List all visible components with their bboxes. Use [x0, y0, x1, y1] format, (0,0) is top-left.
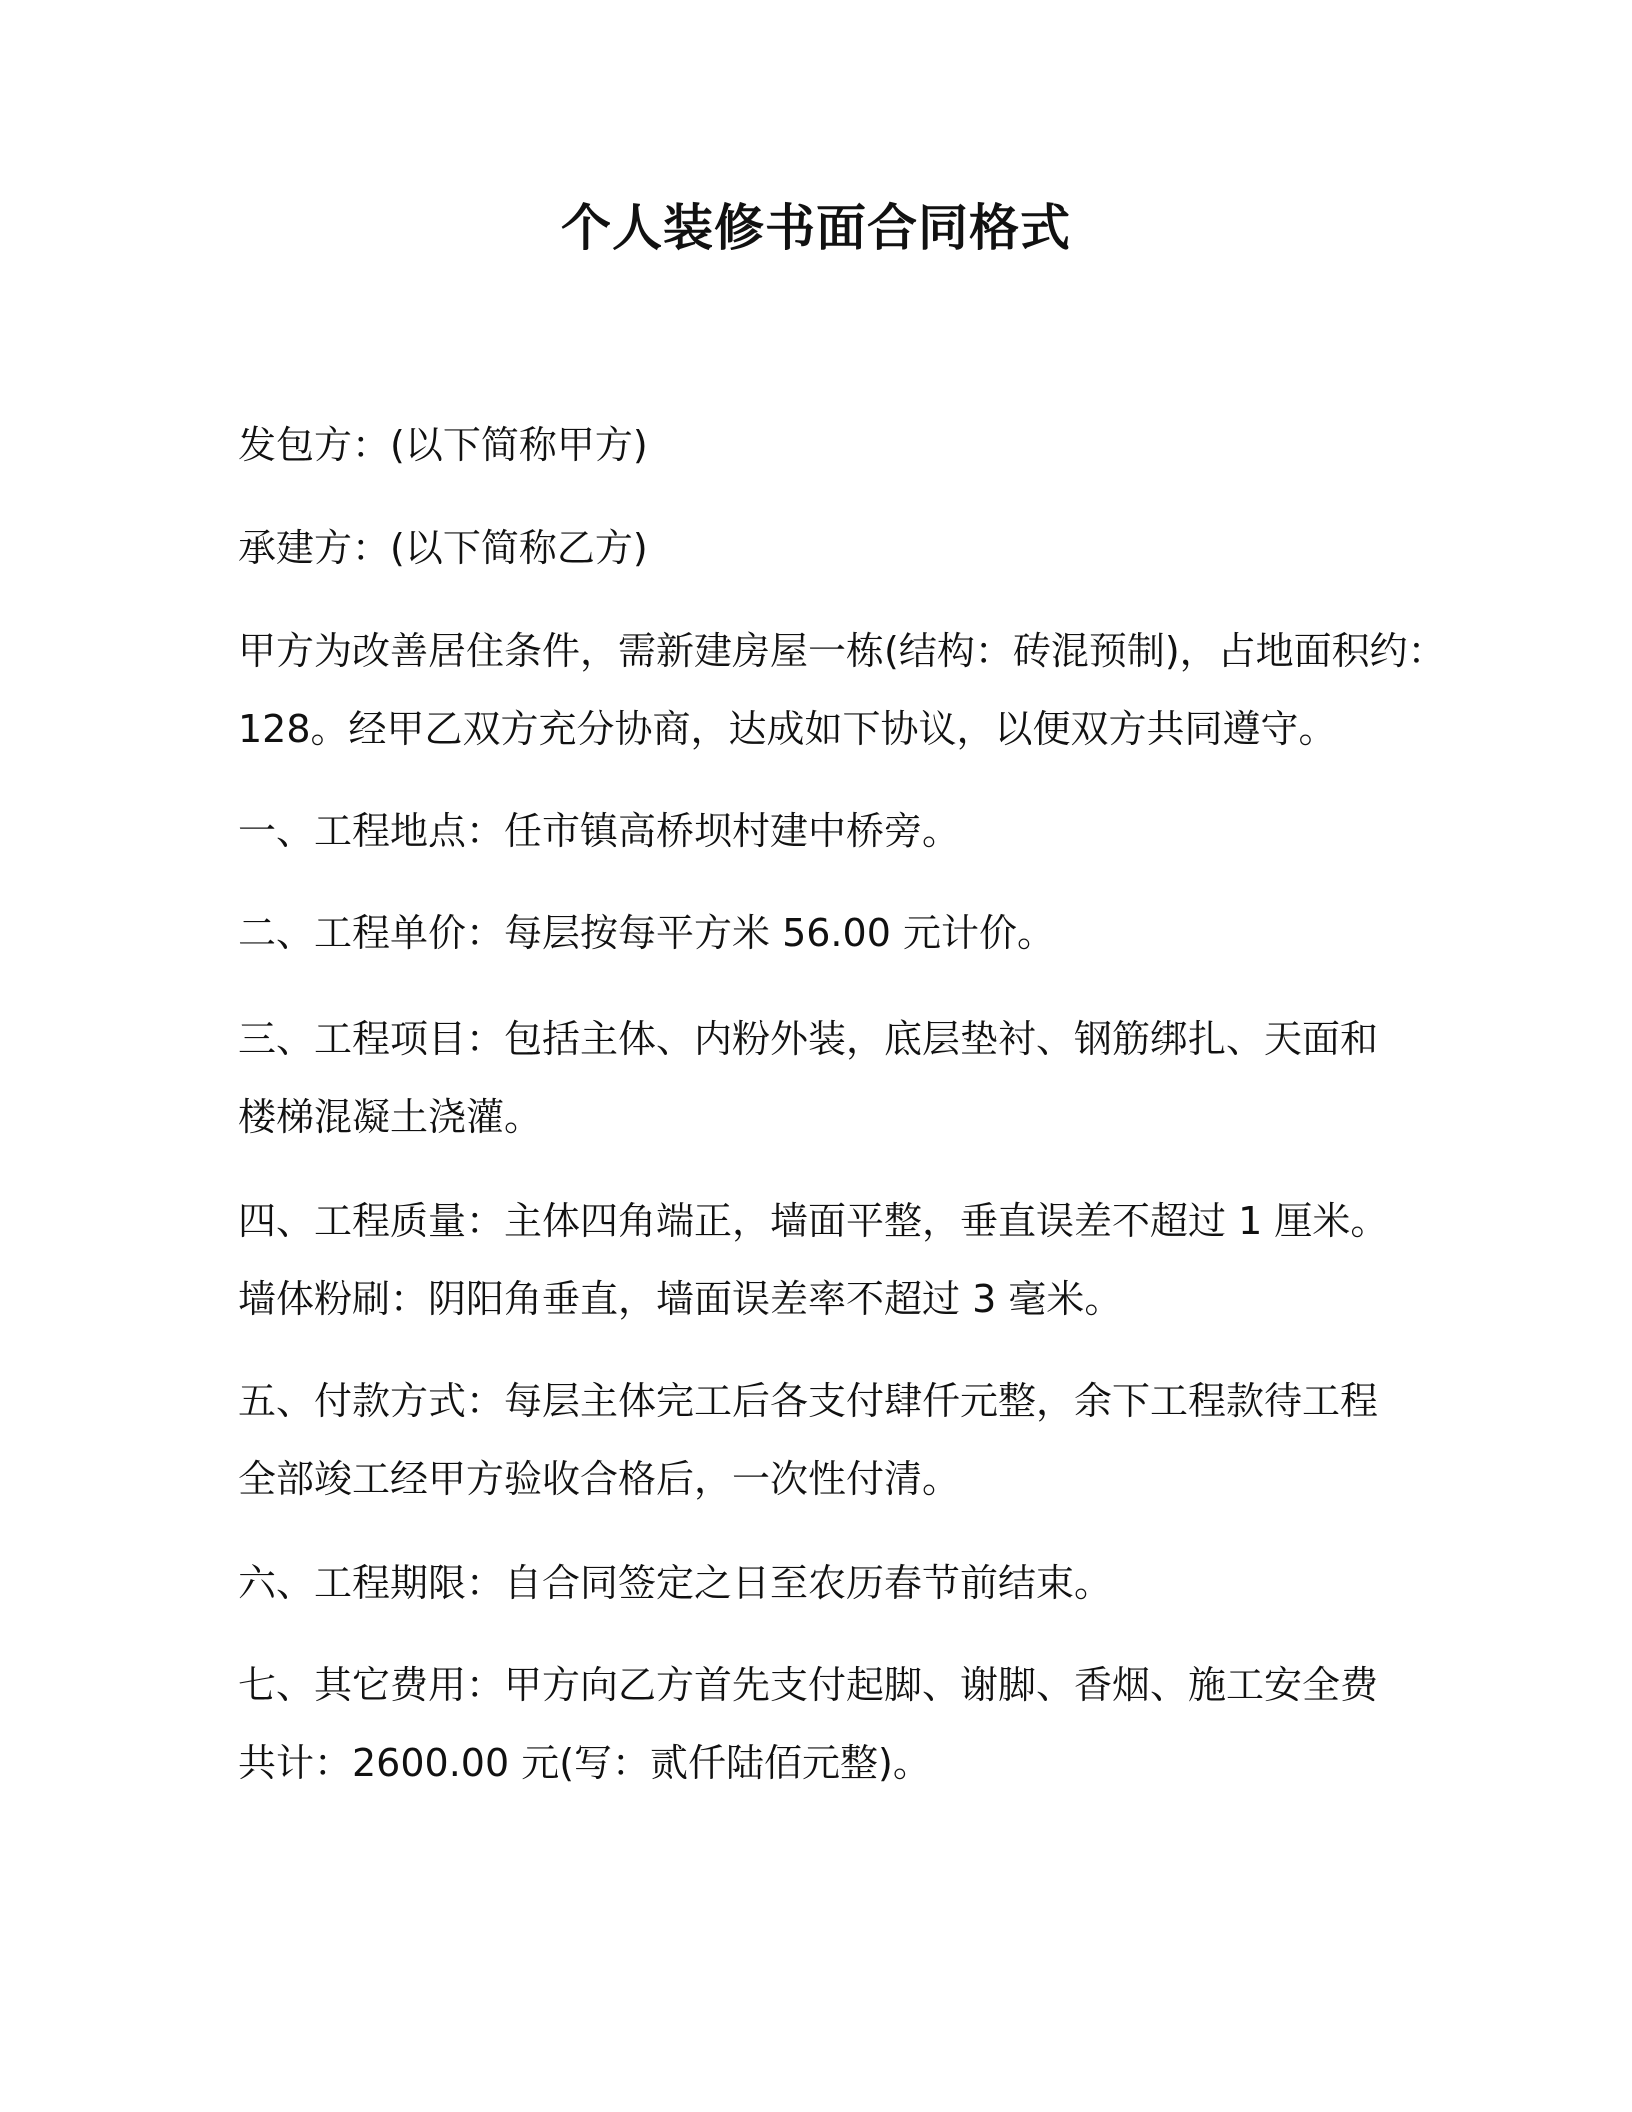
- clause-project-items: [238, 1000, 1418, 1156]
- paragraph-line: 全部竣工经甲方验收合格后，一次性付清。: [238, 1457, 961, 1501]
- document-title: 个人装修书面合同格式: [561, 199, 1071, 257]
- paragraph-line: 四、工程质量：主体四角端正，墙面平整，垂直误差不超过 1 厘米。: [238, 1199, 1389, 1243]
- paragraph-line: 发包方：(以下简称甲方): [238, 423, 648, 467]
- paragraph-line: 承建方：(以下简称乙方): [238, 526, 648, 570]
- paragraph-line: 共计：2600.00 元(写：贰仟陆佰元整)。: [238, 1741, 931, 1785]
- paragraph-line: 楼梯混凝土浇灌。: [238, 1095, 543, 1139]
- clause-location: [238, 792, 1418, 870]
- paragraph-line: 二、工程单价：每层按每平方米 56.00 元计价。: [238, 911, 1055, 955]
- clause-duration: [238, 1544, 1418, 1622]
- clause-unit-price: [238, 894, 1418, 972]
- paragraph-line: 五、付款方式：每层主体完工后各支付肆仟元整，余下工程款待工程: [238, 1379, 1379, 1423]
- paragraph-line: 七、其它费用：甲方向乙方首先支付起脚、谢脚、香烟、施工安全费: [238, 1663, 1379, 1707]
- paragraph-line: 三、工程项目：包括主体、内粉外装，底层垫衬、钢筋绑扎、天面和: [238, 1017, 1379, 1061]
- clause-payment: [238, 1362, 1418, 1518]
- paragraph-line: 甲方为改善居住条件，需新建房屋一栋(结构：砖混预制)，占地面积约：: [238, 629, 1446, 673]
- paragraph-line: 六、工程期限：自合同签定之日至农历春节前结束。: [238, 1561, 1113, 1605]
- paragraph-intro: [238, 612, 1446, 768]
- paragraph-line: 墙体粉刷：阴阳角垂直，墙面误差率不超过 3 毫米。: [238, 1277, 1123, 1321]
- clause-other-fees: [238, 1646, 1418, 1802]
- paragraph-line: 128。经甲乙双方充分协商，达成如下协议，以便双方共同遵守。: [238, 707, 1337, 751]
- clause-quality: [238, 1182, 1418, 1338]
- paragraph-line: 一、工程地点：任市镇高桥坝村建中桥旁。: [238, 809, 961, 853]
- paragraph-party-b: [238, 509, 1418, 587]
- paragraph-party-a: [238, 406, 1418, 484]
